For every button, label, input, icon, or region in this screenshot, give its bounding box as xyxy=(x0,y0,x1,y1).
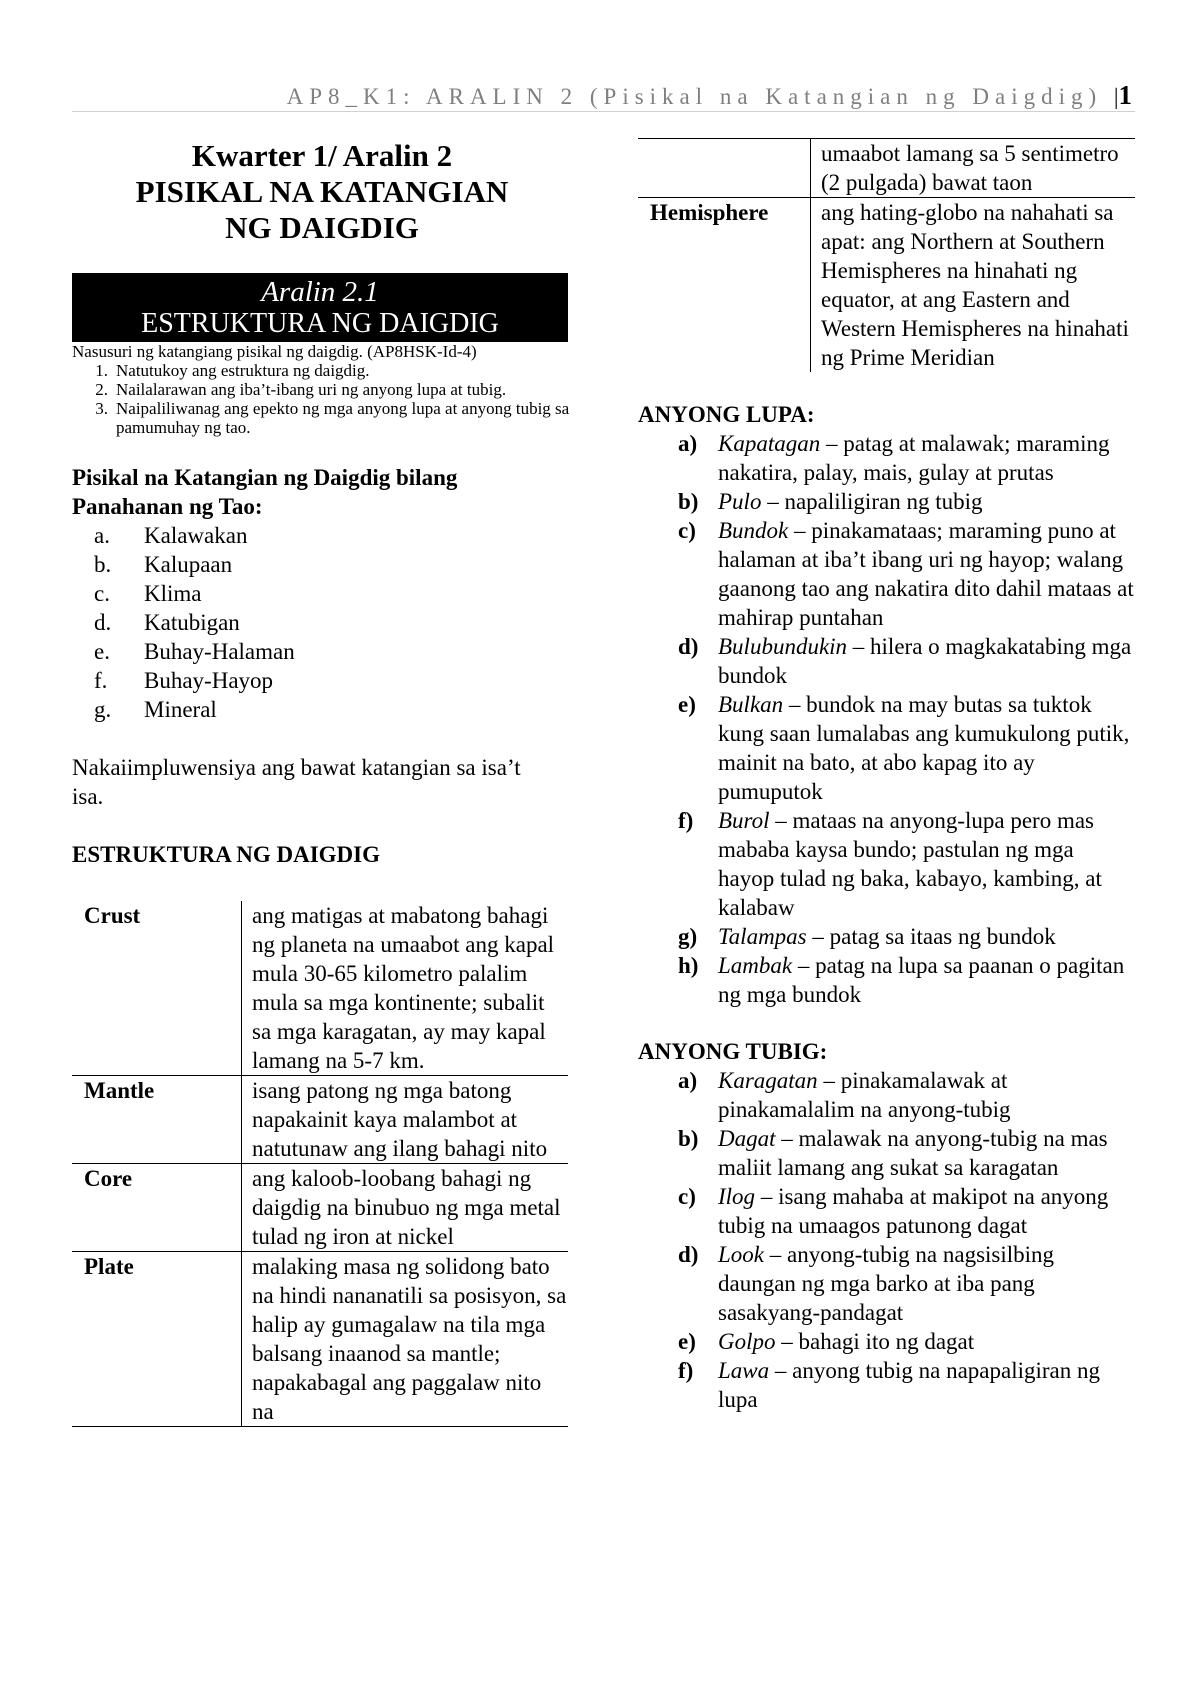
item-term: Burol xyxy=(718,808,770,833)
features-list xyxy=(72,521,572,724)
item-number: 2. xyxy=(95,380,108,399)
right-column xyxy=(638,138,1135,1414)
item-letter: c) xyxy=(678,1184,696,1209)
item-desc: – bahagi ito ng dagat xyxy=(775,1329,975,1354)
competency: Nasusuri ng katangiang pisikal ng daigdig. (AP8HSK-Id-4) xyxy=(72,342,477,361)
item-text xyxy=(718,806,1135,922)
item-term: Lambak xyxy=(718,953,793,978)
desc-cell: ang matigas at mabatong bahagi ng planeta na umaabot ang kapal mula 30-65 kilometro palalim mula sa mga kontinente; subalit sa mga karagatan, ay may kapal lamang na 5-7 km. xyxy=(242,901,569,1076)
item-letter: d. xyxy=(94,610,112,635)
list-item xyxy=(638,806,1135,922)
list-item xyxy=(72,608,572,637)
desc-cell: isang patong ng mga batong napakainit kaya malambot at natutunaw ang ilang bahagi nito xyxy=(242,1076,569,1164)
item-text xyxy=(718,1356,1135,1414)
running-title: AP8_K1: ARALIN 2 (Pisikal na Katangian ng Daigdig) xyxy=(286,84,1103,109)
item-term: Pulo xyxy=(718,489,762,514)
item-term: Karagatan xyxy=(718,1068,818,1093)
item-desc: – patag na lupa sa paanan o pagitan ng mga bundok xyxy=(718,953,1125,1007)
item-term: Dagat xyxy=(718,1126,776,1151)
item-text xyxy=(718,1066,1135,1124)
anyong-lupa-list xyxy=(638,429,1135,1009)
item-letter: c) xyxy=(678,518,696,543)
item-term: Ilog xyxy=(718,1184,756,1209)
title-line-1: Kwarter 1/ Aralin 2 xyxy=(191,138,453,173)
header-rule xyxy=(72,111,1135,112)
item-text: Katubigan xyxy=(144,610,240,635)
item-letter: h) xyxy=(678,953,699,978)
term-cell: Hemisphere xyxy=(638,198,811,373)
item-text xyxy=(718,1327,1135,1356)
list-item xyxy=(72,695,572,724)
desc-cell: ang hating-globo na nahahati sa apat: ang Northern at Southern Hemispheres na hinahati ng equator, at ang Eastern and Western Hemispheres na hinahati ng Prime Meridian xyxy=(821,200,1129,370)
item-term: Look xyxy=(718,1242,764,1267)
item-text xyxy=(718,487,1135,516)
anyong-tubig-list xyxy=(638,1066,1135,1414)
item-text xyxy=(718,951,1135,1009)
lesson-heading: ESTRUKTURA NG DAIGDIG xyxy=(141,308,499,339)
item-desc: – patag at malawak; maraming nakatira, palay, mais, gulay at prutas xyxy=(718,431,1110,485)
item-letter: f) xyxy=(678,1358,694,1383)
structure-heading: ESTRUKTURA NG DAIGDIG xyxy=(72,842,380,867)
table-row xyxy=(72,901,568,1076)
features-heading: Pisikal na Katangian ng Daigdig bilang Panahanan ng Tao: xyxy=(72,465,458,519)
list-item xyxy=(638,690,1135,806)
term-cell: Plate xyxy=(72,1252,242,1427)
item-number: 3. xyxy=(95,399,108,418)
lesson-box xyxy=(72,273,568,342)
list-item xyxy=(72,666,572,695)
item-text xyxy=(718,690,1135,806)
list-item xyxy=(638,429,1135,487)
item-term: Lawa xyxy=(718,1358,770,1383)
list-item xyxy=(72,579,572,608)
list-item xyxy=(638,1182,1135,1240)
item-text: Kalupaan xyxy=(144,552,233,577)
item-letter: g) xyxy=(678,924,698,949)
item-letter: f. xyxy=(94,668,108,693)
term-cell: Mantle xyxy=(72,1076,242,1164)
item-term: Talampas xyxy=(718,924,807,949)
item-text xyxy=(718,922,1135,951)
item-number: 1. xyxy=(95,361,108,380)
structure-table xyxy=(72,901,568,1427)
anyong-tubig-heading: ANYONG TUBIG: xyxy=(638,1039,828,1064)
item-term: Kapatagan xyxy=(718,431,821,456)
list-item xyxy=(638,1240,1135,1327)
item-letter: b) xyxy=(678,489,699,514)
item-letter: d) xyxy=(678,1242,699,1267)
item-term: Bulkan xyxy=(718,692,784,717)
document-title xyxy=(72,138,572,246)
desc-cell: umaabot lamang sa 5 sentimetro (2 pulgada) bawat taon xyxy=(811,139,1136,198)
item-desc: – pinakamalawak at pinakamalalim na anyong-tubig xyxy=(718,1068,1011,1122)
term-cell: Core xyxy=(72,1164,242,1252)
structure-table-continued xyxy=(638,138,1135,372)
item-desc: – mataas na anyong-lupa pero mas mababa kaysa bundo; pastulan ng mga hayop tulad ng baka, kabayo, kambing, at kalabaw xyxy=(718,808,1102,920)
desc-cell: malaking masa ng solidong bato na hindi nananatili sa posisyon, sa halip ay gumagalaw na tila mga balsang inaanod sa mantle; napakabagal ang paggalaw nito na xyxy=(242,1252,569,1427)
list-item xyxy=(72,380,572,399)
item-text xyxy=(718,1182,1135,1240)
item-letter: b. xyxy=(94,552,112,577)
item-desc: – anyong tubig na napapaligiran ng lupa xyxy=(718,1358,1101,1412)
list-item xyxy=(72,637,572,666)
table-row xyxy=(72,1252,568,1427)
item-text: Naipaliliwanag ang epekto ng mga anyong lupa at anyong tubig sa pamumuhay ng tao. xyxy=(116,399,570,437)
item-desc: – isang mahaba at makipot na anyong tubig na umaagos patunong dagat xyxy=(718,1184,1109,1238)
item-term: Golpo xyxy=(718,1329,776,1354)
table-row xyxy=(72,1164,568,1252)
item-text: Buhay-Halaman xyxy=(144,639,295,664)
list-item xyxy=(638,632,1135,690)
item-letter: g. xyxy=(94,697,112,722)
list-item xyxy=(72,550,572,579)
item-text xyxy=(718,1124,1135,1182)
item-desc: – hilera o magkakatabing mga bundok xyxy=(718,634,1132,688)
page-number: 1 xyxy=(1118,80,1132,110)
item-letter: a) xyxy=(678,431,698,456)
item-letter: a) xyxy=(678,1068,698,1093)
item-desc: – napaliligiran ng tubig xyxy=(761,489,983,514)
list-item xyxy=(638,516,1135,632)
lesson-label: Aralin 2.1 xyxy=(261,276,379,308)
item-letter: d) xyxy=(678,634,699,659)
item-desc: – anyong-tubig na nagsisilbing daungan ng mga barko at iba pang sasakyang-pandagat xyxy=(718,1242,1055,1325)
item-term: Bulubundukin xyxy=(718,634,848,659)
item-text xyxy=(718,429,1135,487)
table-row xyxy=(638,139,1135,198)
item-desc: – bundok na may butas sa tuktok kung saan lumalabas ang kumukulong putik, mainit na bato, at abo kapag ito ay pumuputok xyxy=(718,692,1130,804)
list-item xyxy=(638,922,1135,951)
table-row xyxy=(638,198,1135,373)
item-letter: b) xyxy=(678,1126,699,1151)
item-letter: e) xyxy=(678,692,696,717)
list-item xyxy=(638,487,1135,516)
item-text: Natutukoy ang estruktura ng daigdig. xyxy=(116,361,370,380)
running-header xyxy=(72,80,1132,111)
item-desc: – malawak na anyong-tubig na mas maliit lamang ang sukat sa karagatan xyxy=(718,1126,1108,1180)
item-text: Buhay-Hayop xyxy=(144,668,274,693)
item-desc: – pinakamataas; maraming puno at halaman at iba’t ibang uri ng hayop; walang gaanong tao ang nakatira dito dahil mataas at mahirap puntahan xyxy=(718,518,1134,630)
item-letter: e. xyxy=(94,639,110,664)
header-separator: | xyxy=(1113,84,1119,109)
item-text: Kalawakan xyxy=(144,523,248,548)
item-text: Klima xyxy=(144,581,202,606)
term-cell xyxy=(638,139,811,198)
anyong-lupa-heading: ANYONG LUPA: xyxy=(638,402,815,427)
left-column xyxy=(72,138,572,1427)
features-note: Nakaiimpluwensiya ang bawat katangian sa isa’t isa. xyxy=(72,755,521,809)
list-item xyxy=(638,1327,1135,1356)
item-letter: c. xyxy=(94,581,110,606)
item-text xyxy=(718,1240,1135,1327)
item-text: Mineral xyxy=(144,697,217,722)
item-text xyxy=(718,632,1135,690)
term-cell: Crust xyxy=(72,901,242,1076)
list-item xyxy=(638,1066,1135,1124)
item-text: Nailalarawan ang iba’t-ibang uri ng anyong lupa at tubig. xyxy=(116,380,507,399)
desc-cell: ang kaloob-loobang bahagi ng daigdig na binubuo ng mga metal tulad ng iron at nickel xyxy=(242,1164,569,1252)
item-letter: f) xyxy=(678,808,694,833)
list-item xyxy=(638,1124,1135,1182)
list-item xyxy=(638,1356,1135,1414)
title-line-2: PISIKAL NA KATANGIAN xyxy=(135,174,509,209)
list-item xyxy=(72,521,572,550)
list-item xyxy=(72,399,572,437)
item-letter: a. xyxy=(94,523,110,548)
table-row xyxy=(72,1076,568,1164)
item-desc: – patag sa itaas ng bundok xyxy=(806,924,1056,949)
title-line-3: NG DAIGDIG xyxy=(225,210,419,245)
list-item xyxy=(638,951,1135,1009)
item-text xyxy=(718,516,1135,632)
item-term: Bundok xyxy=(718,518,789,543)
item-letter: e) xyxy=(678,1329,696,1354)
list-item xyxy=(72,361,572,380)
objectives-list xyxy=(72,361,572,437)
